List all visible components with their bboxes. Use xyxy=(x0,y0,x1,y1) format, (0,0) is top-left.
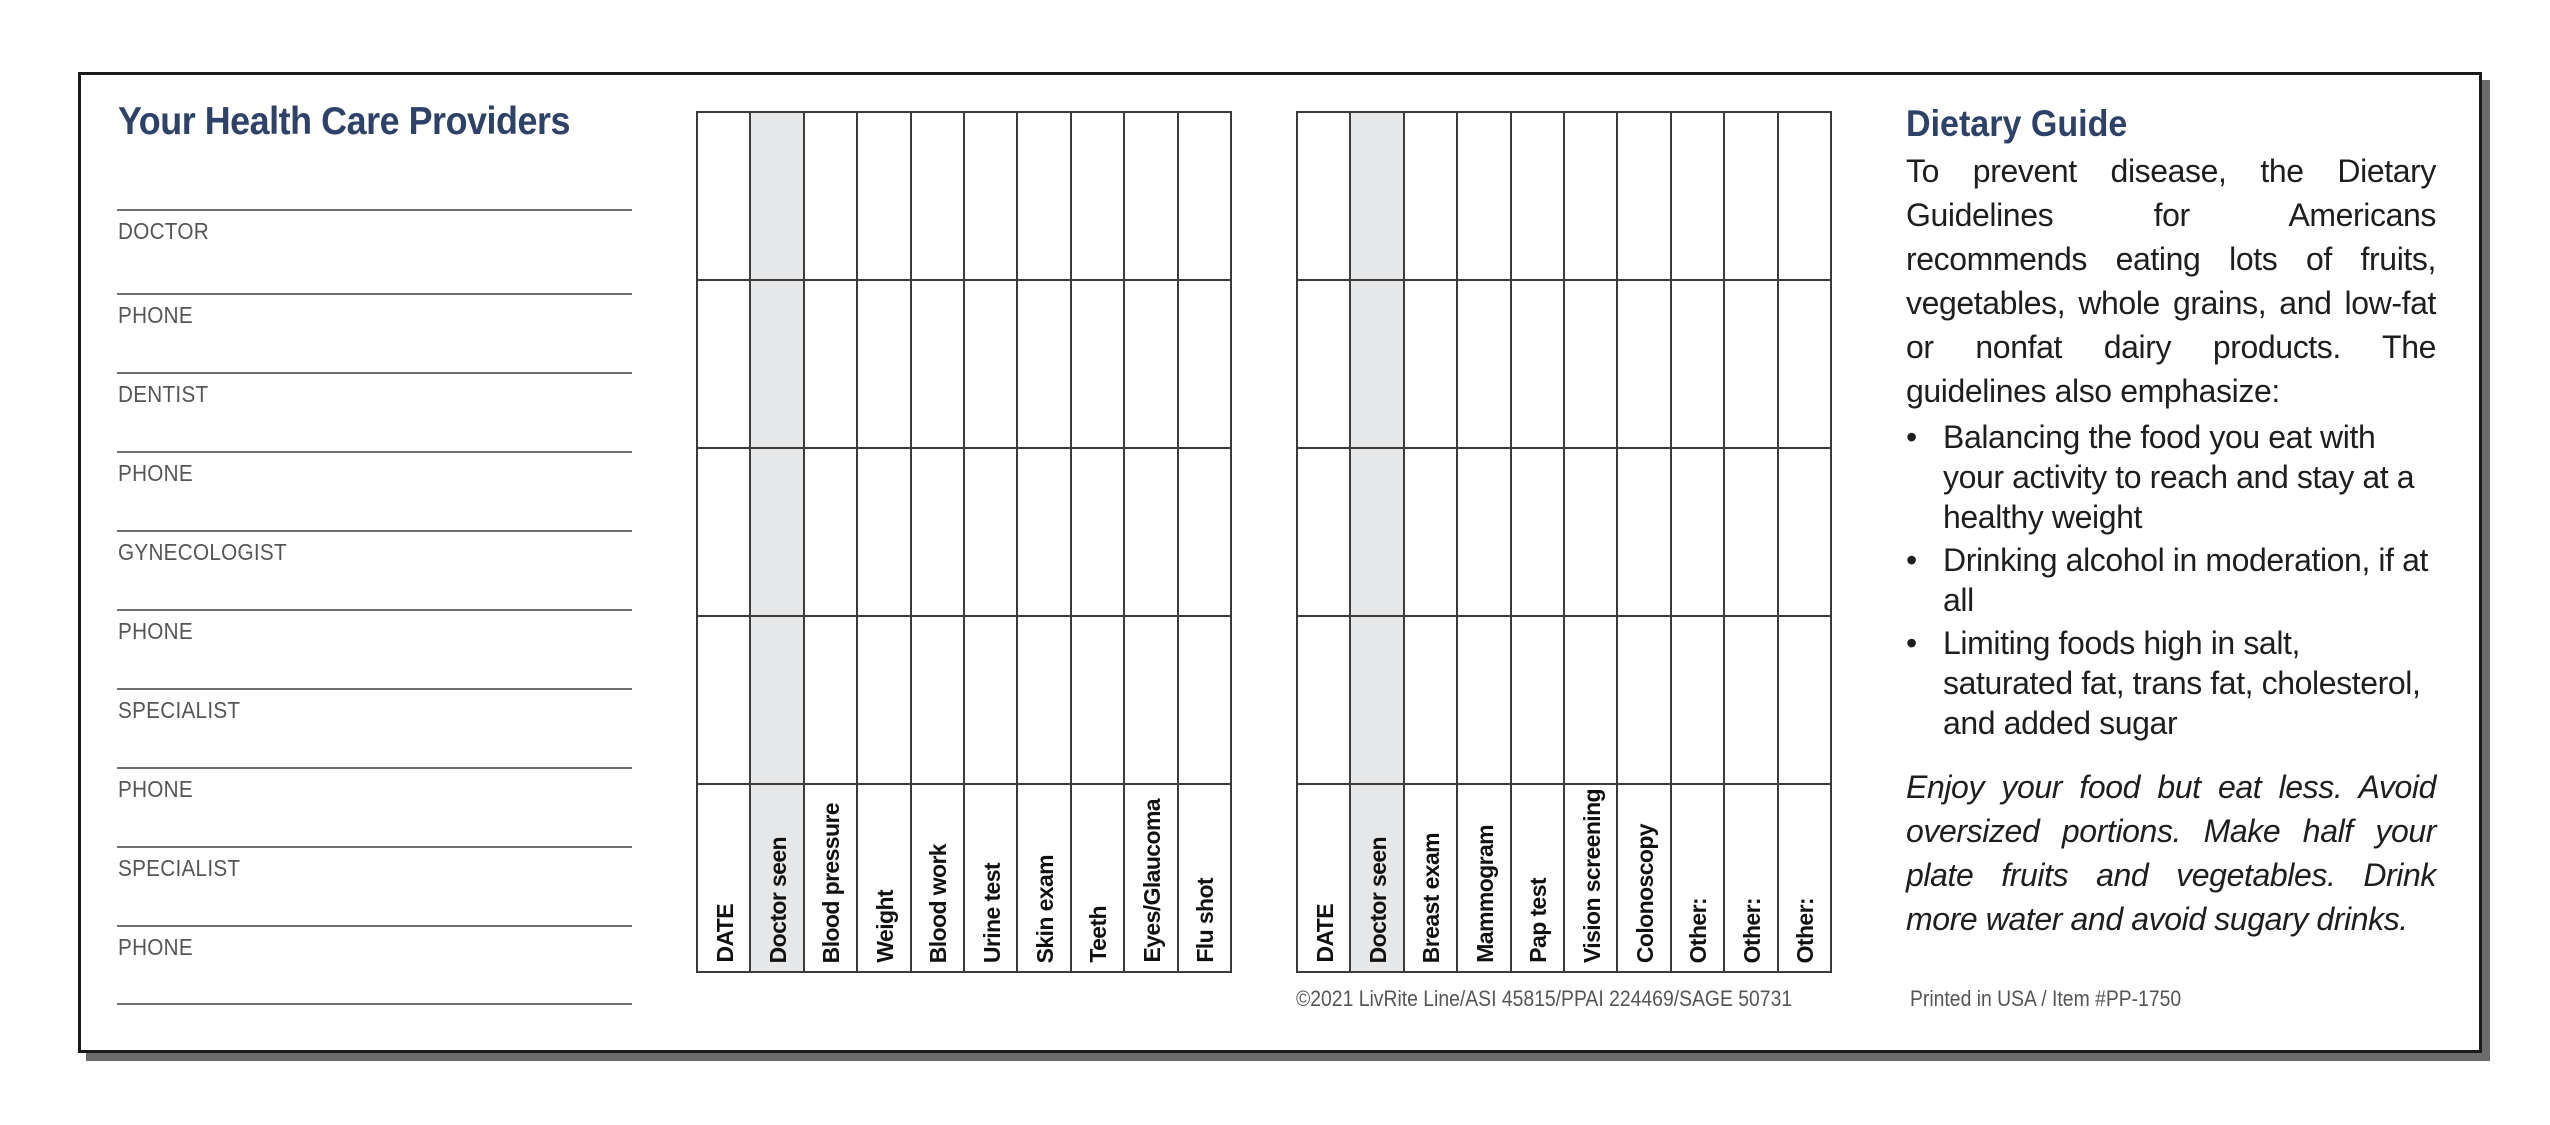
dentist-entry-line xyxy=(117,372,632,374)
specialist-2-phone-label: PHONE xyxy=(118,934,193,960)
dietary-guide xyxy=(1906,103,2436,941)
grid-row-4 xyxy=(697,616,1231,784)
column-label-vision-screening: Vision screening xyxy=(1578,788,1605,963)
grid-cell[interactable] xyxy=(1671,448,1724,616)
grid-cell[interactable] xyxy=(1724,448,1777,616)
grid-cell[interactable] xyxy=(1778,280,1831,448)
column-label-eyes-glaucoma: Eyes/Glaucoma xyxy=(1138,799,1165,963)
grid-cell[interactable] xyxy=(911,448,964,616)
column-label-breast-exam: Breast exam xyxy=(1418,832,1445,963)
header-cell-blood-pressure xyxy=(804,784,857,972)
header-cell-other-1 xyxy=(1671,784,1724,972)
grid-cell[interactable] xyxy=(1564,616,1617,784)
grid-cell[interactable] xyxy=(1404,112,1457,280)
grid-row-2 xyxy=(697,280,1231,448)
providers-title: Your Health Care Providers xyxy=(118,100,570,143)
grid-cell[interactable] xyxy=(1457,280,1510,448)
grid-cell[interactable] xyxy=(1071,616,1124,784)
doctor-phone-label: PHONE xyxy=(118,302,193,328)
grid-row-2 xyxy=(1297,280,1831,448)
grid-row-1 xyxy=(1297,112,1831,280)
grid-cell[interactable] xyxy=(964,280,1017,448)
bullet-text: Drinking alcohol in moderation, if at all xyxy=(1943,542,2429,618)
specialist-2-phone-entry-line xyxy=(117,925,632,927)
checkup-grid-general xyxy=(696,111,1232,973)
grid-cell[interactable] xyxy=(804,280,857,448)
specialist-1-entry-line xyxy=(117,688,632,690)
grid-cell[interactable] xyxy=(1404,280,1457,448)
specialist-2-entry-line xyxy=(117,846,632,848)
grid-cell[interactable] xyxy=(804,616,857,784)
grid-cell[interactable] xyxy=(1778,112,1831,280)
grid-cell[interactable] xyxy=(1124,616,1177,784)
header-cell-mammogram xyxy=(1457,784,1510,972)
column-label-other-1: Other: xyxy=(1685,897,1712,963)
grid-cell[interactable] xyxy=(750,112,803,280)
copyright-note: ©2021 LivRite Line/ASI 45815/PPAI 224469/SAGE 50731 xyxy=(1296,986,1793,1011)
bullet-icon: • xyxy=(1906,625,1917,661)
column-label-other-3: Other: xyxy=(1792,897,1819,963)
column-label-teeth: Teeth xyxy=(1085,906,1112,963)
grid-cell[interactable] xyxy=(1564,280,1617,448)
grid-cell[interactable] xyxy=(1124,112,1177,280)
header-cell-breast-exam xyxy=(1404,784,1457,972)
grid-cell[interactable] xyxy=(1724,616,1777,784)
grid-cell[interactable] xyxy=(1617,112,1670,280)
grid-cell[interactable] xyxy=(1511,280,1564,448)
list-item xyxy=(1906,623,2436,743)
grid-cell[interactable] xyxy=(1457,448,1510,616)
header-cell-skin-exam xyxy=(1017,784,1070,972)
specialist-1-label: SPECIALIST xyxy=(118,697,241,723)
grid-row-3 xyxy=(697,448,1231,616)
header-cell-date xyxy=(1297,784,1350,972)
header-cell-eyes-glaucoma xyxy=(1124,784,1177,972)
grid-cell[interactable] xyxy=(1724,280,1777,448)
column-label-blood-work: Blood work xyxy=(925,843,952,963)
grid-cell[interactable] xyxy=(1350,616,1403,784)
grid-cell[interactable] xyxy=(857,280,910,448)
grid-cell[interactable] xyxy=(1778,448,1831,616)
grid-cell[interactable] xyxy=(697,448,750,616)
grid-cell[interactable] xyxy=(857,616,910,784)
header-cell-other-2 xyxy=(1724,784,1777,972)
grid-cell[interactable] xyxy=(1178,448,1231,616)
header-cell-flu-shot xyxy=(1178,784,1231,972)
grid-cell[interactable] xyxy=(1071,280,1124,448)
column-label-other-2: Other: xyxy=(1738,897,1765,963)
grid-cell[interactable] xyxy=(911,112,964,280)
specialist-2-label: SPECIALIST xyxy=(118,855,241,881)
grid-cell[interactable] xyxy=(1124,280,1177,448)
column-label-doctor-seen: Doctor seen xyxy=(1365,836,1392,963)
column-label-date: DATE xyxy=(1311,904,1338,963)
column-label-pap-test: Pap test xyxy=(1525,878,1552,963)
grid-cell[interactable] xyxy=(804,448,857,616)
grid-header-row xyxy=(1297,784,1831,972)
grid-cell[interactable] xyxy=(1350,280,1403,448)
column-label-blood-pressure: Blood pressure xyxy=(818,802,845,963)
header-cell-vision-screening xyxy=(1564,784,1617,972)
grid-row-4 xyxy=(1297,616,1831,784)
header-cell-weight xyxy=(857,784,910,972)
grid-row-3 xyxy=(1297,448,1831,616)
dentist-phone-label: PHONE xyxy=(118,460,193,486)
grid-row-1 xyxy=(697,112,1231,280)
grid-cell[interactable] xyxy=(964,616,1017,784)
grid-cell[interactable] xyxy=(750,448,803,616)
grid-cell[interactable] xyxy=(1350,112,1403,280)
grid-cell[interactable] xyxy=(1297,616,1350,784)
grid-cell[interactable] xyxy=(1017,616,1070,784)
gynecologist-entry-line xyxy=(117,530,632,532)
bullet-icon: • xyxy=(1906,419,1917,455)
grid-cell[interactable] xyxy=(804,112,857,280)
grid-cell[interactable] xyxy=(1564,112,1617,280)
bullet-icon: • xyxy=(1906,542,1917,578)
grid-cell[interactable] xyxy=(1404,448,1457,616)
grid-cell[interactable] xyxy=(1671,280,1724,448)
grid-cell[interactable] xyxy=(1178,280,1231,448)
grid-cell[interactable] xyxy=(1457,112,1510,280)
dietary-tip: Enjoy your food but eat less. Avoid oversized portions. Make half your plate fruits and vegetables. Drink more water and avoid sugary drinks. xyxy=(1906,769,2436,937)
grid-cell[interactable] xyxy=(1404,616,1457,784)
doctor-label: DOCTOR xyxy=(118,218,209,244)
grid-cell[interactable] xyxy=(1124,448,1177,616)
doctor-phone-entry-line xyxy=(117,293,632,295)
header-cell-date xyxy=(697,784,750,972)
grid-cell[interactable] xyxy=(1617,280,1670,448)
grid-cell[interactable] xyxy=(1457,616,1510,784)
grid-cell[interactable] xyxy=(1297,280,1350,448)
specialist-1-phone-label: PHONE xyxy=(118,776,193,802)
grid-cell[interactable] xyxy=(1511,448,1564,616)
grid-cell[interactable] xyxy=(1178,112,1231,280)
gynecologist-label: GYNECOLOGIST xyxy=(118,539,287,565)
header-cell-urine-test xyxy=(964,784,1017,972)
grid-cell[interactable] xyxy=(1017,112,1070,280)
header-cell-other-3 xyxy=(1778,784,1831,972)
grid-cell[interactable] xyxy=(911,280,964,448)
header-cell-pap-test xyxy=(1511,784,1564,972)
printed-note: Printed in USA / Item #PP-1750 xyxy=(1910,986,2182,1011)
grid-cell[interactable] xyxy=(1297,448,1350,616)
grid-cell[interactable] xyxy=(1724,112,1777,280)
grid-cell[interactable] xyxy=(1617,616,1670,784)
checkup-grid-screenings xyxy=(1296,111,1832,973)
dietary-intro: To prevent disease, the Dietary Guidelines for Americans recommends eating lots of fruits, vegetables, whole grains, and low-fat or nonfat dairy products. The guidelines also emphasize: xyxy=(1906,153,2436,409)
grid-cell[interactable] xyxy=(750,616,803,784)
column-label-colonoscopy: Colonoscopy xyxy=(1632,823,1659,963)
list-item xyxy=(1906,540,2436,620)
column-label-flu-shot: Flu shot xyxy=(1192,878,1219,963)
specialist-1-phone-entry-line xyxy=(117,767,632,769)
grid-cell[interactable] xyxy=(857,448,910,616)
final-entry-line xyxy=(117,1003,632,1005)
column-label-weight: Weight xyxy=(871,890,898,963)
gynecologist-phone-entry-line xyxy=(117,609,632,611)
header-cell-doctor-seen xyxy=(750,784,803,972)
dietary-title: Dietary Guide xyxy=(1906,103,2128,144)
grid-cell[interactable] xyxy=(1778,616,1831,784)
header-cell-blood-work xyxy=(911,784,964,972)
grid-cell[interactable] xyxy=(1071,112,1124,280)
grid-cell[interactable] xyxy=(1511,112,1564,280)
grid-cell[interactable] xyxy=(697,280,750,448)
grid-cell[interactable] xyxy=(1564,448,1617,616)
grid-cell[interactable] xyxy=(1617,448,1670,616)
list-item xyxy=(1906,417,2436,537)
grid-cell[interactable] xyxy=(697,616,750,784)
grid-cell[interactable] xyxy=(1671,616,1724,784)
grid-cell[interactable] xyxy=(1071,448,1124,616)
grid-cell[interactable] xyxy=(1178,616,1231,784)
header-cell-teeth xyxy=(1071,784,1124,972)
column-label-mammogram: Mammogram xyxy=(1471,825,1498,963)
grid-cell[interactable] xyxy=(964,112,1017,280)
grid-cell[interactable] xyxy=(1350,448,1403,616)
dentist-phone-entry-line xyxy=(117,451,632,453)
grid-cell[interactable] xyxy=(1297,112,1350,280)
grid-cell[interactable] xyxy=(1511,616,1564,784)
grid-cell[interactable] xyxy=(857,112,910,280)
dentist-label: DENTIST xyxy=(118,381,209,407)
grid-cell[interactable] xyxy=(697,112,750,280)
gynecologist-phone-label: PHONE xyxy=(118,618,193,644)
bullet-text: Balancing the food you eat with your activity to reach and stay at a healthy weight xyxy=(1943,419,2415,535)
column-label-doctor-seen: Doctor seen xyxy=(765,836,792,963)
doctor-entry-line xyxy=(117,209,632,211)
column-label-date: DATE xyxy=(711,904,738,963)
grid-cell[interactable] xyxy=(1671,112,1724,280)
grid-cell[interactable] xyxy=(1017,280,1070,448)
grid-cell[interactable] xyxy=(964,448,1017,616)
grid-cell[interactable] xyxy=(1017,448,1070,616)
header-cell-doctor-seen xyxy=(1350,784,1403,972)
header-cell-colonoscopy xyxy=(1617,784,1670,972)
column-label-skin-exam: Skin exam xyxy=(1032,854,1059,963)
dietary-bullet-list xyxy=(1906,417,2436,743)
column-label-urine-test: Urine test xyxy=(978,862,1005,963)
bullet-text: Limiting foods high in salt, saturated fat, trans fat, cholesterol, and added sugar xyxy=(1943,625,2421,741)
grid-cell[interactable] xyxy=(911,616,964,784)
grid-header-row xyxy=(697,784,1231,972)
grid-cell[interactable] xyxy=(750,280,803,448)
